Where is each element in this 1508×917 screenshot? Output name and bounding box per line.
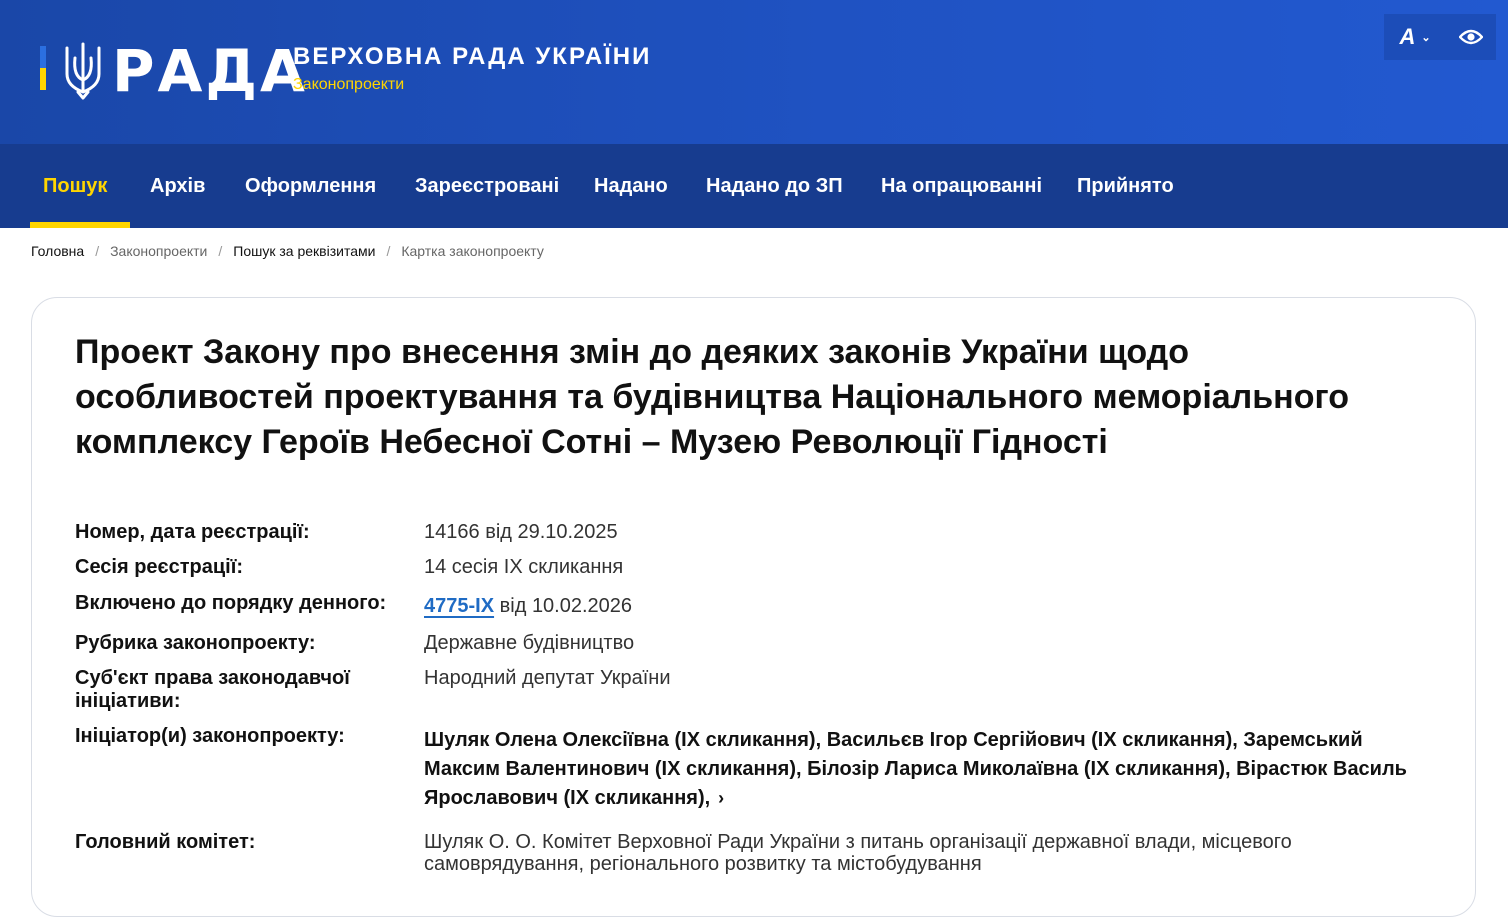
chevron-down-icon: ⌄ bbox=[1421, 31, 1431, 44]
field-value-session: 14 сесія IX скликання bbox=[424, 556, 624, 578]
field-label-initiators: Ініціатор(и) законопроекту: bbox=[75, 725, 345, 747]
field-label-number: Номер, дата реєстрації: bbox=[75, 521, 310, 543]
field-value-committee: Шуляк О. О. Комітет Верховної Ради України з питань організації державної влади, місцевого самоврядування, регіонального розвитку та містобудування bbox=[424, 831, 1292, 875]
field-label-agenda: Включено до порядку денного: bbox=[75, 592, 387, 614]
logo-wordmark[interactable]: РАДА bbox=[112, 37, 308, 105]
field-value-agenda bbox=[424, 595, 632, 618]
font-size-toggle[interactable] bbox=[1384, 14, 1446, 60]
active-tab-indicator bbox=[30, 222, 130, 228]
field-value-rubric: Державне будівництво bbox=[424, 632, 635, 654]
eye-icon[interactable] bbox=[1446, 14, 1496, 60]
nav-item-in-progress[interactable]: На опрацюванні bbox=[881, 175, 1043, 197]
nav-item-search[interactable]: Пошук bbox=[43, 175, 108, 197]
field-label-session: Сесія реєстрації: bbox=[75, 556, 243, 578]
nav-item-registered[interactable]: Зареєстровані bbox=[415, 175, 560, 197]
initiators-list: Шуляк Олена Олексіївна (IX скликання), Васильєв Ігор Сергійович (IX скликання), Заремський Максим Валентинович (IX скликання), Білозір Лариса Миколаївна (IX скликання), Вірастюк Василь Ярославович (IX скликання), bbox=[424, 729, 1407, 809]
breadcrumb-search[interactable]: Пошук за реквізитами bbox=[233, 243, 376, 259]
flag-icon bbox=[40, 46, 46, 90]
nav-item-adopted[interactable]: Прийнято bbox=[1077, 175, 1174, 197]
nav-item-archive[interactable]: Архів bbox=[150, 175, 206, 197]
breadcrumb-separator: / bbox=[386, 243, 391, 259]
main-nav bbox=[0, 144, 1508, 228]
from-word: від bbox=[485, 521, 512, 543]
from-word: від bbox=[499, 595, 527, 617]
bill-title: Проект Закону про внесення змін до деяких законів України щодо особливостей проектування та будівництва Національного меморіального комплексу Героїв Небесної Сотні – Музею Революції Гідності bbox=[75, 333, 1349, 461]
org-title: ВЕРХОВНА РАДА УКРАЇНИ bbox=[293, 43, 652, 70]
field-value-initiators bbox=[424, 726, 1434, 813]
trident-icon[interactable] bbox=[62, 40, 104, 102]
breadcrumb bbox=[31, 243, 544, 259]
chevron-right-icon[interactable]: › bbox=[718, 788, 725, 808]
field-label-committee: Головний комітет: bbox=[75, 831, 256, 853]
bill-number: 14166 bbox=[424, 521, 480, 543]
registration-date: 29.10.2025 bbox=[517, 521, 618, 543]
breadcrumb-separator: / bbox=[218, 243, 223, 259]
breadcrumb-separator: / bbox=[95, 243, 100, 259]
agenda-resolution-link[interactable]: 4775-IX bbox=[424, 595, 495, 617]
nav-item-submitted-zp[interactable]: Надано до ЗП bbox=[706, 175, 843, 197]
field-value-number bbox=[424, 521, 618, 544]
org-subtitle[interactable]: Законопроекти bbox=[293, 76, 405, 93]
field-value-subject: Народний депутат України bbox=[424, 667, 671, 689]
agenda-date: 10.02.2026 bbox=[531, 595, 633, 617]
nav-item-submitted[interactable]: Надано bbox=[594, 175, 668, 197]
field-label-rubric: Рубрика законопроекту: bbox=[75, 632, 316, 654]
accessibility-tools bbox=[1384, 14, 1496, 60]
field-label-subject: Суб'єкт права законодавчої ініціативи: bbox=[75, 667, 350, 712]
breadcrumb-home[interactable]: Головна bbox=[31, 243, 85, 259]
breadcrumb-current: Картка законопроекту bbox=[401, 243, 544, 259]
font-size-label: A bbox=[1399, 24, 1416, 49]
nav-item-drafting[interactable]: Оформлення bbox=[245, 175, 377, 197]
breadcrumb-bills[interactable]: Законопроекти bbox=[110, 243, 208, 259]
